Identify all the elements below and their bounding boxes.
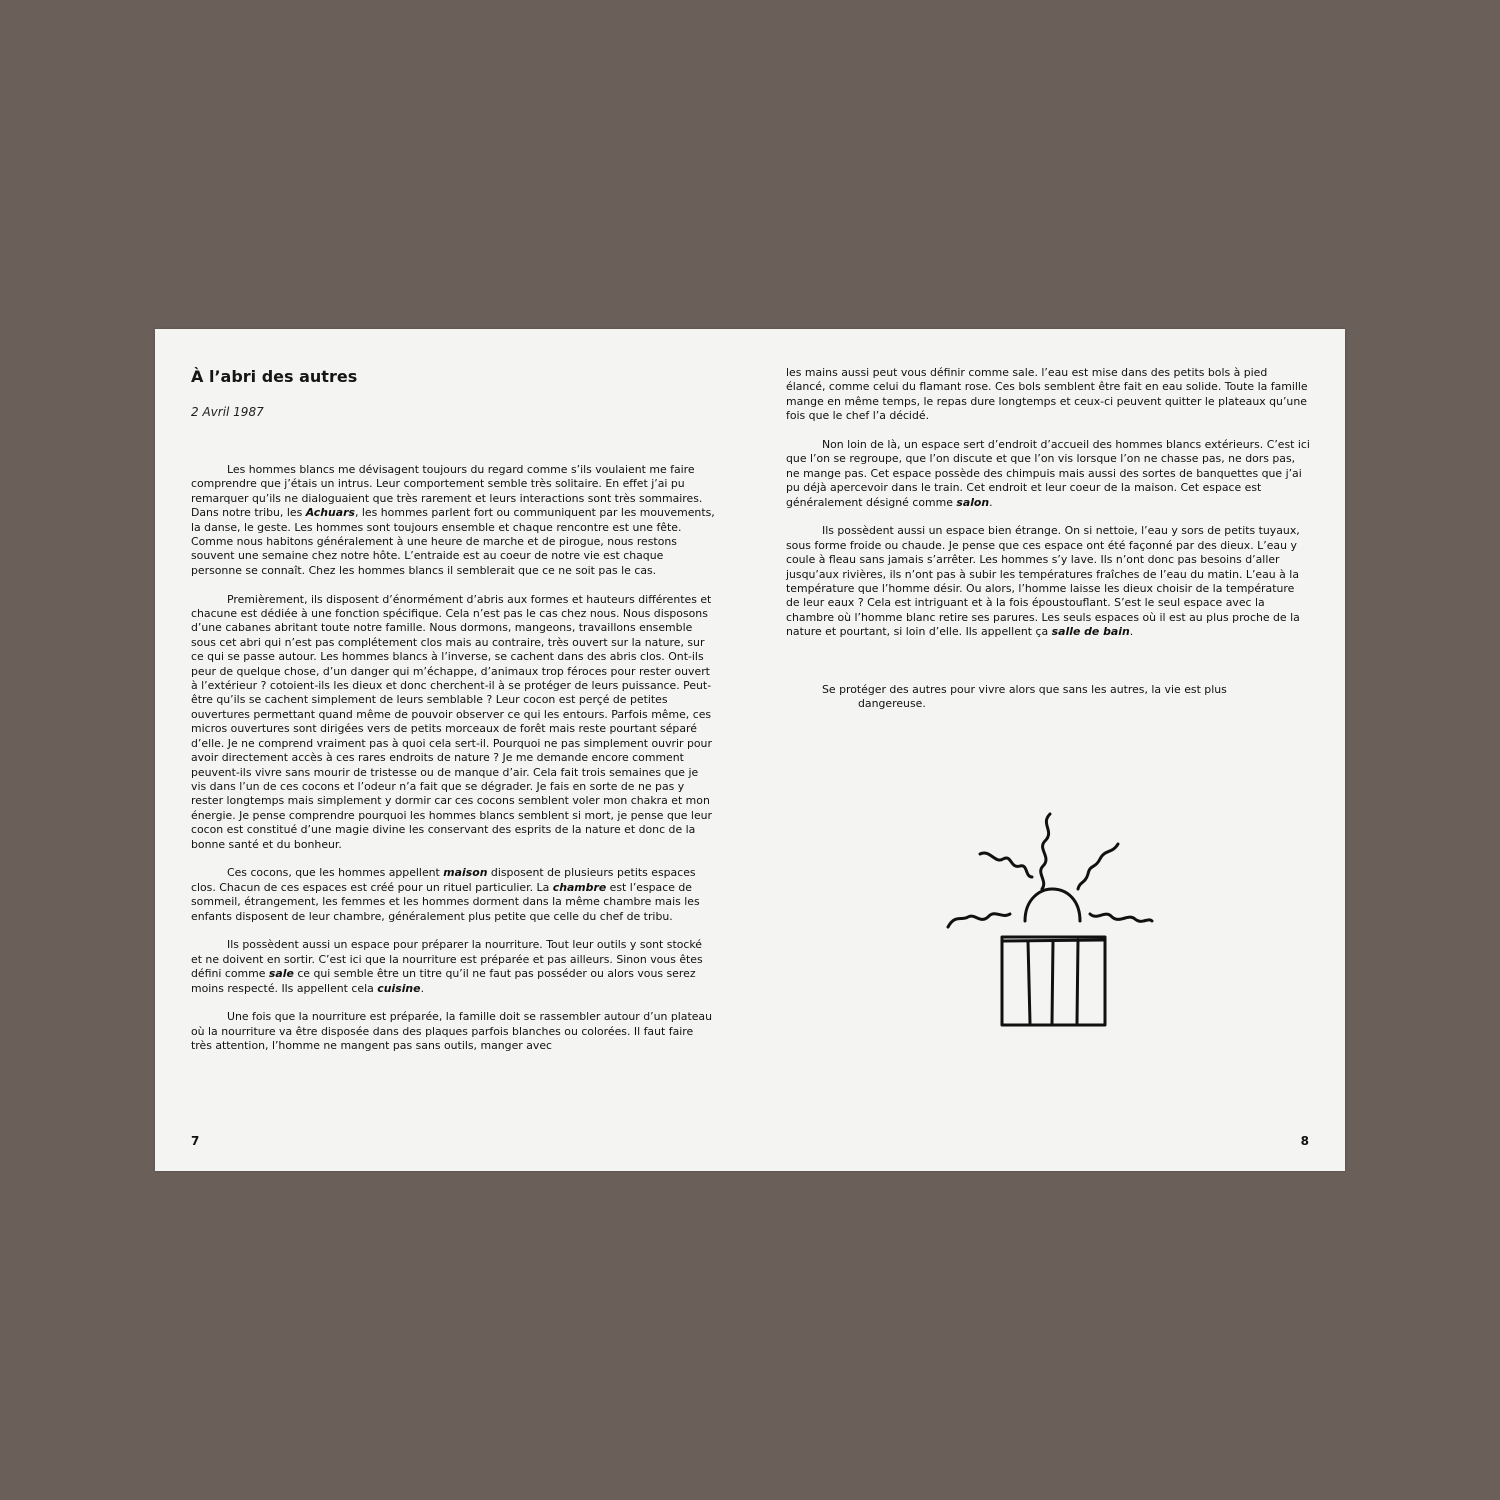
left-body-text xyxy=(191,463,715,1068)
closing-line-1: Se protéger des autres pour vivre alors que sans les autres, la vie est plus xyxy=(822,683,1227,696)
closing-quote xyxy=(822,683,1272,712)
left-page xyxy=(155,329,750,1171)
page-number: 8 xyxy=(1300,1134,1309,1148)
chapter-date: 2 Avril 1987 xyxy=(191,405,264,419)
paragraph: Les hommes blancs me dévisagent toujours du regard comme s’ils voulaient me faire comprendre que j’étais un intrus. Leur comportement semble très solitaire. En effet j’ai pu remarquer qu’ils ne dialoguaient que très rarement et leurs interactions sont très sommaires. Dans notre tribu, les Achuars, les hommes parlent fort ou communiquent par les mouvements, la danse, le geste. Les hommes sont toujours ensemble et chaque rencontre est une fête. Comme nous habitons généralement à une heure de marche et de pirogue, nous restons souvent une semaine chez notre hôte. L’entraide est au coeur de notre vie est chaque personne se connaît. Chez les hommes blancs il semblerait que ce ne soit pas le cas. xyxy=(191,463,715,577)
page-number: 7 xyxy=(191,1134,200,1148)
house-drawing-icon xyxy=(940,809,1160,1049)
paragraph: Une fois que la nourriture est préparée, la famille doit se rassembler autour d’un plateau où la nourriture va être disposée dans des plaques parfois blanches ou colorées. Il faut faire très attention, l’homme ne mangent pas sans outils, manger avec xyxy=(191,1010,712,1053)
right-body-text xyxy=(786,366,1310,654)
paragraph: Ils possèdent aussi un espace bien étrange. On si nettoie, l’eau y sors de petits tuyaux, sous forme froide ou chaude. Je pense que ces espace ont été façonné par des dieux. L’eau y coule à fleau sans jamais s’arrêter. Les hommes s’y lave. Ils n’ont donc pas besoins d’aller jusqu’aux rivières, ils n’ont pas à subir les températures fraîches de l’eau du matin. L’eau à la température que l’homme désir. Ou alors, l’homme laisse les dieux choisir de la température de leur eaux ? Cela est intriguant et à la fois époustouflant. S’est le seul espace avec la chambre où l’homme blanc retire ses parures. Les seuls espaces où il est au plus proche de la nature et pourtant, si loin d’elle. Ils appellent ça salle de bain. xyxy=(786,524,1300,639)
chapter-title: À l’abri des autres xyxy=(191,367,358,386)
paragraph: les mains aussi peut vous définir comme sale. l’eau est mise dans des petits bols à pied élancé, comme celui du flamant rose. Ces bols semblent être fait en eau solide. Toute la famille mange en même temps, le repas dure longtemps et ceux-ci peuvent quitter le plateaux qu’une fois que le chef l’a décidé. xyxy=(786,366,1308,423)
paragraph: Premièrement, ils disposent d’énormément d’abris aux formes et hauteurs différentes et chacune est dédiée à une fonction spécifique. Cela n’est pas le cas chez nous. Nous disposons d’une cabanes abritant toute notre famille. Nous dormons, mangeons, travaillons ensemble sous cet abri qui n’est pas complétement clos mais au contraire, très ouvert sur la nature, sur ce qui se passe autour. Les hommes blancs à l’inverse, se cachent dans des abris clos. Ont-ils peur de quelque chose, d’un danger qui m’échappe, d’animaux trop féroces pour rester ouvert à l’extérieur ? cotoient-ils les dieux et donc cherchent-il à se protéger de leurs puissance. Peut-être qu’ils se cachent simplement de leurs semblable ? Leur cocon est perçé de petites ouvertures permettant quand même de pouvoir observer ce qui les entours. Parfois même, ces micros ouvertures sont dirigées vers de petits morceaux de forêt mais reste pourtant séparé d’elle. Je ne comprend vraiment pas à quoi cela sert-il. Pourquoi ne pas simplement ouvrir pour avoir directement accès à ces rares endroits de nature ? Je me demande encore comment peuvent-ils vivre sans mourir de tristesse ou de manque d’air. Cela fait trois semaines que je vis dans l’un de ces cocons et l’odeur n’a fait que se dégrader. Je fais en sorte de ne pas y rester longtemps mais simplement y dormir car ces cocons semblent voler mon chakra et mon énergie. Je pense comprendre pourquoi les hommes blancs semblent si mort, je pense que leur cocon est constitué d’une magie divine les conservant des esprits de la nature et donc de la bonne santé et du bonheur. xyxy=(191,592,713,851)
paragraph: Ils possèdent aussi un espace pour préparer la nourriture. Tout leur outils y sont stocké et ne doivent en sortir. C’est ici que la nourriture est préparée et pas ailleurs. Sinon vous êtes défini comme sale ce qui semble être un titre qu’il ne faut pas posséder ou alors vous serez moins respecté. Ils appellent cela cuisine. xyxy=(191,938,703,995)
book-spread xyxy=(155,329,1345,1171)
paragraph: Non loin de là, un espace sert d’endroit d’accueil des hommes blancs extérieurs. C’est ici que l’on se regroupe, que l’on discute et que l’on vis lorsque l’on ne chasse pas, ne dors pas, ne mange pas. Cet espace possède des chimpuis mais aussi des sortes de banquettes que j’ai pu déjà apercevoir dans le train. Cet endroit et leur coeur de la maison. Cet espace est généralement désigné comme salon. xyxy=(786,438,1310,509)
paragraph: Ces cocons, que les hommes appellent maison disposent de plusieurs petits espaces clos. Chacun de ces espaces est créé pour un rituel particulier. La chambre est l’espace de sommeil, étrangement, les femmes et les hommes dorment dans la même chambre mais les enfants disposent de leur chambre, généralement plus petite que celle du chef de tribu. xyxy=(191,866,700,923)
closing-line-2: dangereuse. xyxy=(858,697,926,711)
